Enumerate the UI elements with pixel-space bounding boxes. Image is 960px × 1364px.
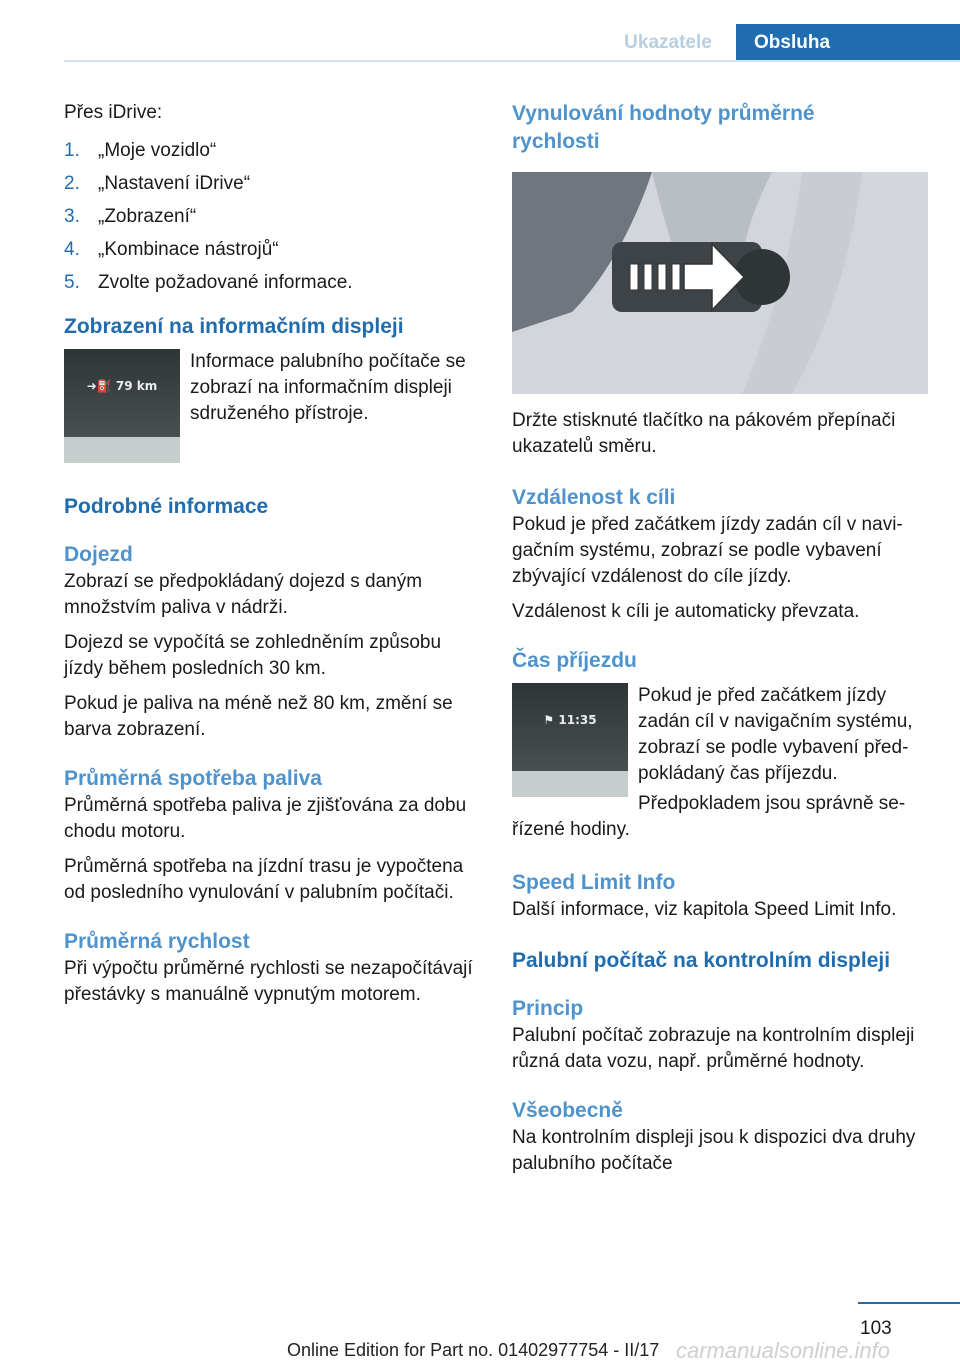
control-display-heading: Palubní počítač na kontrolním displeji [512, 949, 891, 972]
step-text: „Zobrazení“ [98, 206, 197, 227]
principle-text: Palubní počítač zobrazuje na kontrolním displeji různá data vozu, např. průměrné hodnoty. [512, 1025, 915, 1072]
sli-heading: Speed Limit Info [512, 871, 676, 894]
distance-heading: Vzdálenost k cíli [512, 486, 676, 509]
sli-text: Další informace, viz kapitola Speed Limit Info. [512, 899, 897, 920]
step-text: „Kombinace nástrojů“ [98, 239, 279, 260]
range-paragraph-1: Zobrazí se předpokládaný dojezd s daným množstvím paliva v nádrži. [64, 571, 423, 618]
idrive-steps [64, 138, 482, 303]
step-number: 4. [64, 239, 80, 260]
range-display-image [64, 349, 180, 463]
reset-text: Držte stisknuté tlačítko na pákovém přepínači ukazatelů směru. [512, 410, 896, 457]
range-paragraph-2: Dojezd se vypočítá se zohledněním způsobu jízdy během posledních 30 km. [64, 632, 442, 679]
step-number: 5. [64, 272, 80, 293]
lever-illustration [512, 172, 928, 394]
step-text: „Moje vozidlo“ [98, 140, 217, 161]
arrival-readout: ⚑ 11:35 [543, 713, 597, 727]
page-number: 103 [860, 1318, 892, 1339]
consumption-paragraph-1: Průměrná spotřeba paliva je zjišťována za dobu chodu motoru. [64, 795, 467, 842]
turn-signal-lever-photo [512, 172, 928, 394]
range-heading: Dojezd [64, 543, 133, 566]
step-number: 1. [64, 140, 80, 161]
reset-heading: Vynulování hodnoty průměrné rychlosti [512, 102, 815, 153]
principle-heading: Princip [512, 997, 584, 1020]
general-heading: Všeobecně [512, 1099, 623, 1122]
range-readout: ➜⛽ 79 km [86, 379, 158, 393]
display-screen [512, 683, 628, 771]
display-screen [64, 349, 180, 437]
arrival-paragraph-1: Pokud je před začátkem jízdy zadán cíl v navigačním systému, zobrazí se podle vybavení předpokládaný čas příjezdu. [638, 685, 913, 784]
step-item [64, 171, 482, 204]
step-text: „Nastavení iDrive“ [98, 173, 251, 194]
step-number: 3. [64, 206, 80, 227]
idrive-intro: Přes iDrive: [64, 102, 163, 123]
arrival-display-image [512, 683, 628, 797]
arrival-heading: Čas příjezdu [512, 649, 637, 672]
flag-icon: ⚑ [543, 713, 555, 727]
step-item [64, 270, 482, 303]
header-chapter-tab: Obsluha [736, 24, 960, 62]
arrival-figure-row [512, 683, 928, 797]
footer-rule [858, 1302, 960, 1304]
step-item [64, 138, 482, 171]
avg-speed-paragraph: Při výpočtu průměrné rychlosti se nezapočítávají přestávky s manuálně vypnutým motorem. [64, 958, 473, 1005]
distance-paragraph-2: Vzdálenost k cíli je automaticky převzata. [512, 601, 860, 622]
fuel-pump-icon: ➜⛽ [86, 379, 112, 393]
avg-speed-heading: Průměrná rychlost [64, 930, 250, 953]
distance-paragraph-1: Pokud je před začátkem jízdy zadán cíl v navigačním systému, zobrazí se podle vybavení zbývající vzdálenost do cíle jízdy. [512, 514, 903, 587]
info-display-figure-row [64, 349, 482, 463]
left-column [64, 100, 482, 1017]
header-rule [64, 60, 960, 62]
arrival-paragraph-2: Předpokladem jsou správně seřízené hodiny. [512, 793, 906, 840]
details-heading: Podrobné informace [64, 495, 269, 518]
consumption-heading: Průměrná spotřeba paliva [64, 767, 322, 790]
step-item [64, 204, 482, 237]
right-column [512, 100, 928, 1186]
step-item [64, 237, 482, 270]
watermark: carmanualsonline.info [676, 1338, 891, 1363]
consumption-paragraph-2: Průměrná spotřeba na jízdní trasu je vypočtena od posledního vynulování v palubním počítači. [64, 856, 464, 903]
edition-line: Online Edition for Part no. 01402977754 - II/17 [287, 1340, 660, 1360]
range-paragraph-3: Pokud je paliva na méně než 80 km, změní se barva zobrazení. [64, 693, 453, 740]
header-section-tab: Ukazatele [624, 32, 712, 53]
general-text: Na kontrolním displeji jsou k dispozici dva druhy palubního počítače [512, 1127, 916, 1174]
step-text: Zvolte požadované informace. [98, 272, 353, 293]
info-display-text: Informace palubního počítače se zobrazí na informačním displeji sdruženého přístroje. [190, 351, 466, 424]
info-display-heading: Zobrazení na informačním displeji [64, 315, 404, 338]
step-number: 2. [64, 173, 80, 194]
